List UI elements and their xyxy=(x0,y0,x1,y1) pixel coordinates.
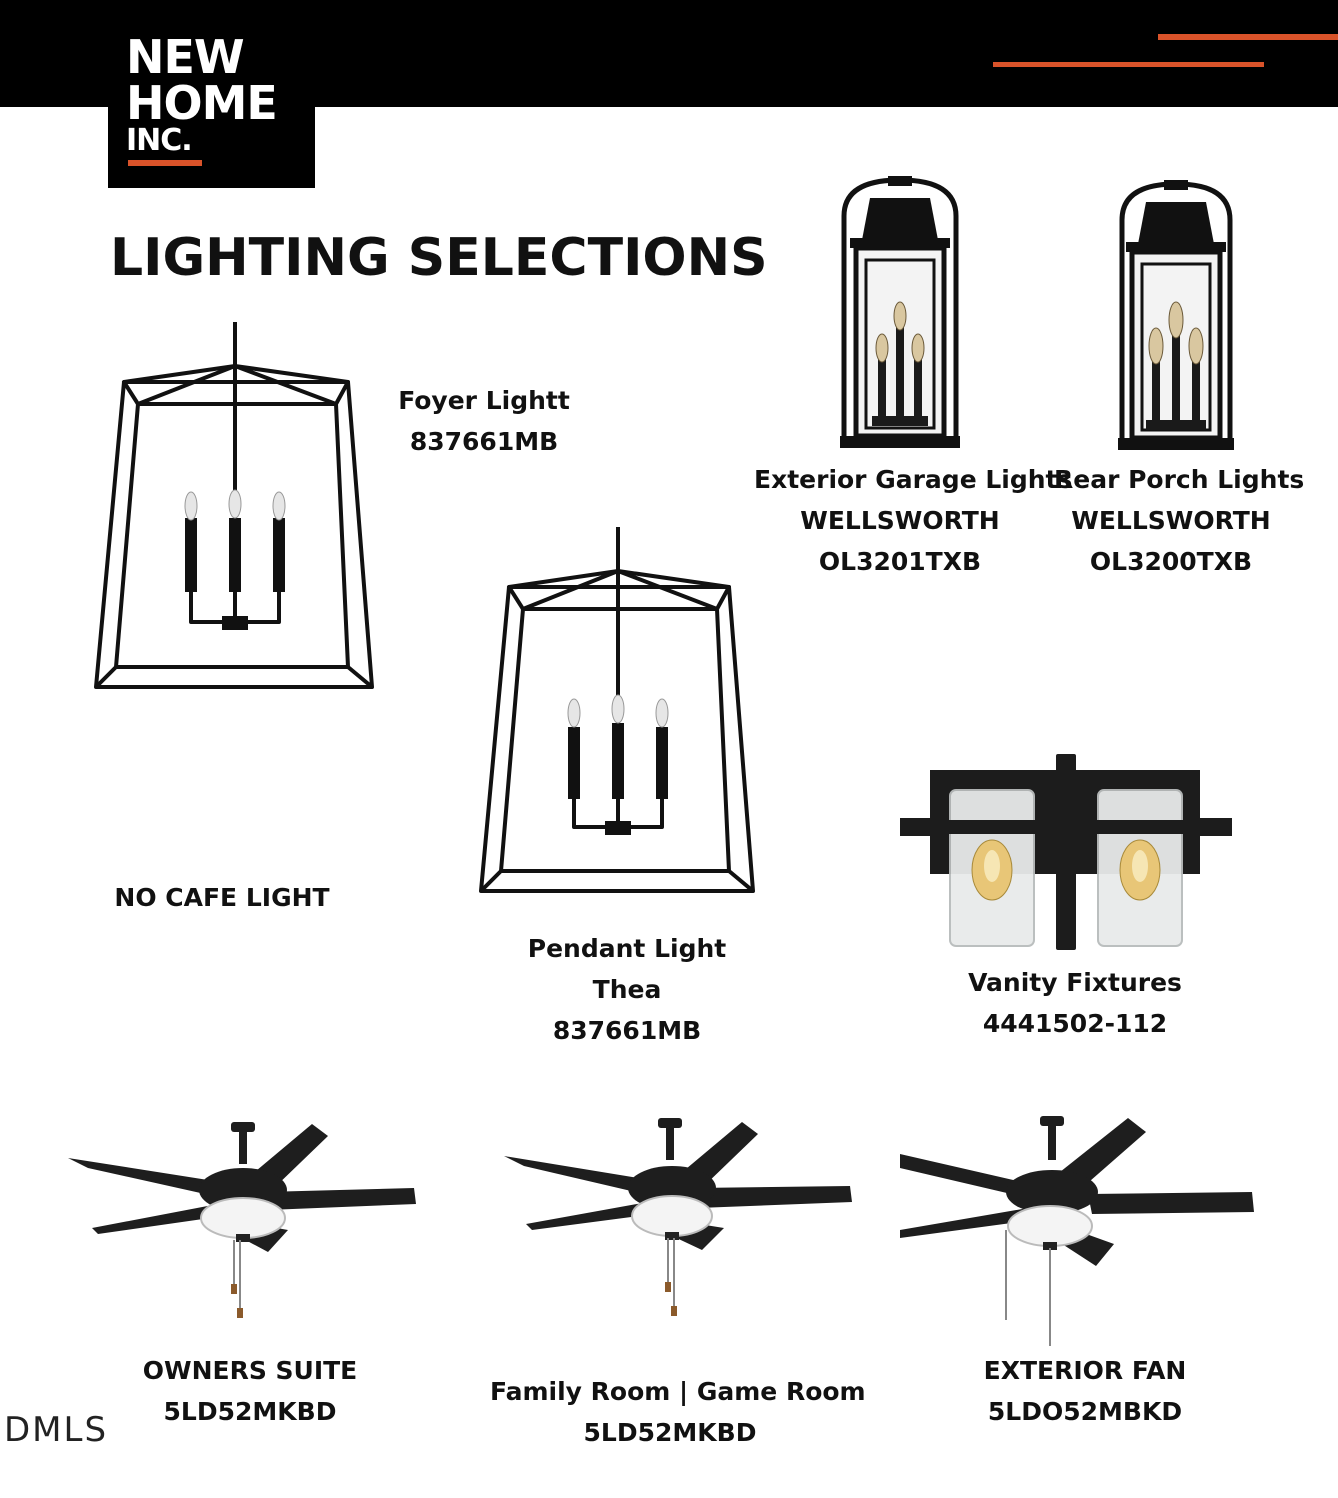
garage-wall-lantern-icon xyxy=(836,176,964,448)
accent-stripe-bottom xyxy=(993,62,1264,67)
rear-porch-model: OL3200TXB xyxy=(1089,547,1253,576)
exterior-fan-model: 5LDO52MBKD xyxy=(987,1397,1183,1426)
cafe-note: NO CAFE LIGHT xyxy=(114,883,330,912)
rear-porch-wall-lantern-icon xyxy=(1114,180,1238,450)
garage-series: WELLSWORTH xyxy=(800,506,1000,535)
foyer-lantern-icon xyxy=(94,322,374,692)
rear-porch-label xyxy=(1054,459,1305,582)
pendant-lantern-icon xyxy=(477,527,757,897)
pendant-model: 837661MB xyxy=(552,1016,702,1045)
foyer-name: Foyer Lightt xyxy=(398,386,570,415)
logo-line-new: NEW xyxy=(126,30,244,84)
garage-model: OL3201TXB xyxy=(818,547,982,576)
vanity-label xyxy=(960,962,1190,1044)
accent-stripe-top xyxy=(1158,34,1338,40)
garage-name: Exterior Garage Lights xyxy=(754,465,1073,494)
family-room-room: Family Room | Game Room xyxy=(490,1377,866,1406)
family-room-model: 5LD52MKBD xyxy=(583,1418,757,1447)
owners-suite-room: OWNERS SUITE xyxy=(142,1356,358,1385)
foyer-label xyxy=(384,380,584,462)
family-room-label xyxy=(490,1371,866,1453)
logo-underline xyxy=(128,160,202,166)
cafe-label xyxy=(110,877,334,918)
exterior-fan-icon xyxy=(900,1114,1256,1352)
logo-line-home: HOME xyxy=(126,76,277,130)
pendant-label xyxy=(520,928,734,1051)
mls-watermark: DMLS xyxy=(4,1410,109,1450)
pendant-series: Thea xyxy=(592,975,662,1004)
exterior-fan-room: EXTERIOR FAN xyxy=(983,1356,1187,1385)
company-logo xyxy=(108,20,315,188)
logo-line-inc: INC. xyxy=(126,123,192,158)
family-room-fan-icon xyxy=(504,1116,854,1322)
vanity-light-icon xyxy=(900,754,1232,950)
vanity-model: 4441502-112 xyxy=(982,1009,1168,1038)
owners-suite-label xyxy=(130,1350,370,1432)
pendant-name: Pendant Light xyxy=(527,934,727,963)
rear-porch-name: Rear Porch Lights xyxy=(1054,465,1305,494)
owners-suite-model: 5LD52MKBD xyxy=(163,1397,337,1426)
garage-label xyxy=(754,459,1073,582)
owners-suite-fan-icon xyxy=(68,1118,418,1324)
foyer-model: 837661MB xyxy=(409,427,559,456)
page-title: LIGHTING SELECTIONS xyxy=(110,228,768,288)
exterior-fan-label xyxy=(970,1350,1200,1432)
rear-porch-series: WELLSWORTH xyxy=(1071,506,1271,535)
vanity-name: Vanity Fixtures xyxy=(968,968,1182,997)
